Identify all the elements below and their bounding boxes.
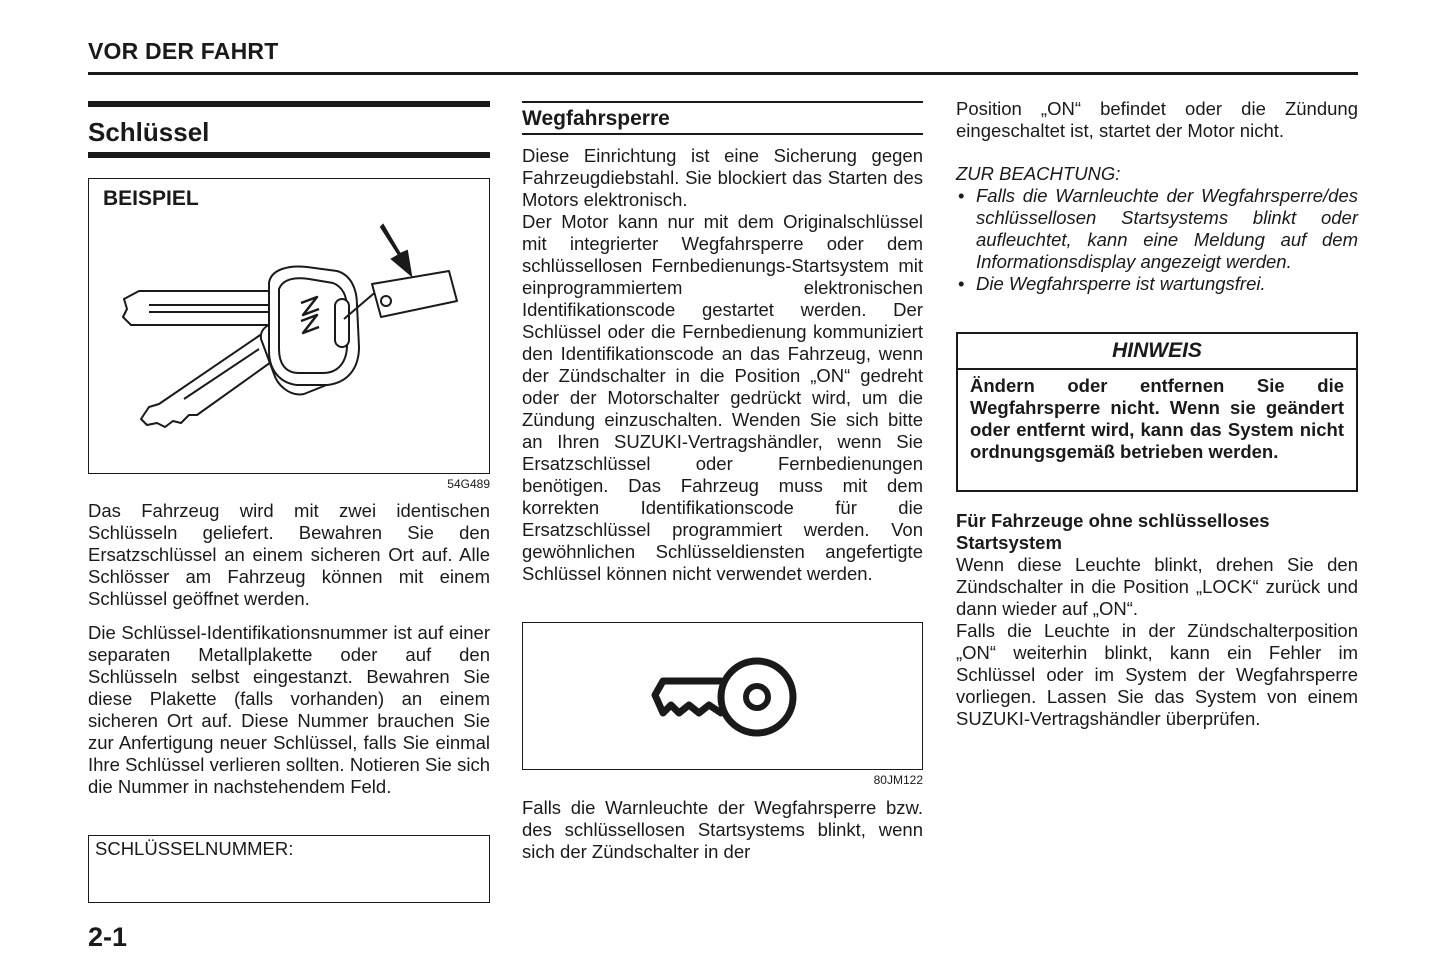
col2-body-continued — [522, 797, 923, 863]
section-title: Schlüssel — [88, 117, 210, 147]
note-list — [956, 185, 1358, 295]
paragraph: Diese Einrichtung ist eine Sicherung gegen Fahrzeugdiebstahl. Sie blockiert das Starten des Motors elektronisch. — [522, 145, 923, 210]
paragraph: Wenn diese Leuchte blinkt, drehen Sie den Zündschalter in die Position „LOCK“ zurück und dann wieder auf „ON“. — [956, 554, 1358, 619]
key-number-label: SCHLÜSSELNUMMER: — [95, 838, 294, 859]
figure-label: BEISPIEL — [103, 187, 199, 210]
note-heading: ZUR BEACHTUNG: — [956, 163, 1121, 184]
hinweis-text: Ändern oder entfernen Sie die Wegfahrsperre nicht. Wenn sie geändert oder entfernt wird, kann das System nicht ordnungsgemäß betrieben werden. — [970, 375, 1344, 462]
key-figure — [88, 178, 490, 474]
section-bottom-rule — [88, 152, 490, 158]
col2-body — [522, 145, 923, 585]
paragraph: Die Schlüssel-Identifikationsnummer ist auf einer separaten Metallplakette oder auf den Schlüsseln selbst eingestanzt. Bewahren Sie diese Plakette (falls vorhanden) an einem sicheren Ort auf. Diese Nummer brauchen Sie zur Anfertigung neuer Schlüssel, falls Sie einmal Ihre Schlüssel verlieren sollten. Notieren Sie sich die Nummer in nachstehendem Feld. — [88, 622, 490, 797]
paragraph: Der Motor kann nur mit dem Originalschlüssel mit integrierter Wegfahrsperre oder dem schlüssellosen Fernbedienungs-Startsystem mit einprogrammiertem elektronischen Identifikationscode gestartet werden. Der Schlüssel oder die Fernbedienung kommuniziert den Identifikationscode an das Fahrzeug, wenn der Zündschalter in die Position „ON“ gedreht oder der Motorschalter gedrückt wird, um die Zündung einzuschalten. Wenden Sie sich bitte an Ihren SUZUKI-Vertragshändler, wenn Sie Ersatzschlüssel oder Fernbedienungen benötigen. Das Fahrzeug muss mit dem korrekten Identifikationscode für die Ersatzschlüssel programmiert werden. Von gewöhnlichen Schlüsseldiensten angefertigte Schlüssel können nicht verwendet werden. — [522, 211, 923, 584]
key-warning-figure — [522, 622, 923, 770]
section-title: Wegfahrsperre — [522, 107, 670, 130]
key-number-field[interactable] — [88, 835, 490, 903]
paragraph: Falls die Warnleuchte der Wegfahrsperre bzw. des schlüssellosen Startsystems blinkt, wenn sich der Zündschalter in der — [522, 797, 923, 862]
hinweis-title: HINWEIS — [958, 334, 1356, 370]
paragraph: Das Fahrzeug wird mit zwei identischen Schlüsseln geliefert. Bewahren Sie den Ersatzschlüssel an einem sicheren Ort auf. Alle Schlösser am Fahrzeug können mit einem Schlüssel geöffnet werden. — [88, 500, 490, 609]
col1-body — [88, 500, 490, 798]
car-keys-illustration — [89, 179, 489, 473]
header-divider — [88, 72, 1358, 75]
paragraph: Position „ON“ befindet oder die Zündung eingeschaltet ist, startet der Motor nicht. — [956, 98, 1358, 141]
keyless-section — [956, 510, 1358, 730]
list-item: • Falls die Warnleuchte der Wegfahrsperre/des schlüssellosen Startsystems blinkt oder aufleuchtet, kann eine Meldung auf dem Informationsdisplay angezeigt werden. — [956, 185, 1358, 273]
section-top-rule — [88, 101, 490, 107]
note-section — [956, 163, 1358, 295]
figure-code: 80JM122 — [873, 773, 923, 787]
subheading: Für Fahrzeuge ohne schlüsselloses Startsystem — [956, 510, 1270, 553]
section-bottom-rule — [522, 133, 923, 135]
hinweis-box — [956, 332, 1358, 492]
section-wegfahrsperre — [522, 101, 923, 135]
page-number: 2-1 — [88, 922, 128, 952]
figure-code: 54G489 — [447, 477, 490, 491]
list-item: • Die Wegfahrsperre ist wartungsfrei. — [956, 273, 1358, 295]
col3-body-top — [956, 98, 1358, 142]
section-schluessel — [88, 101, 490, 158]
key-warning-icon — [523, 623, 922, 769]
paragraph: Falls die Leuchte in der Zündschalterposition „ON“ weiterhin blinkt, kann ein Fehler im Schlüssel oder im System der Wegfahrsperre vorliegen. Lassen Sie das System von einem SUZUKI-Vertragshändler überprüfen. — [956, 620, 1358, 729]
page-header-title: VOR DER FAHRT — [88, 38, 279, 64]
